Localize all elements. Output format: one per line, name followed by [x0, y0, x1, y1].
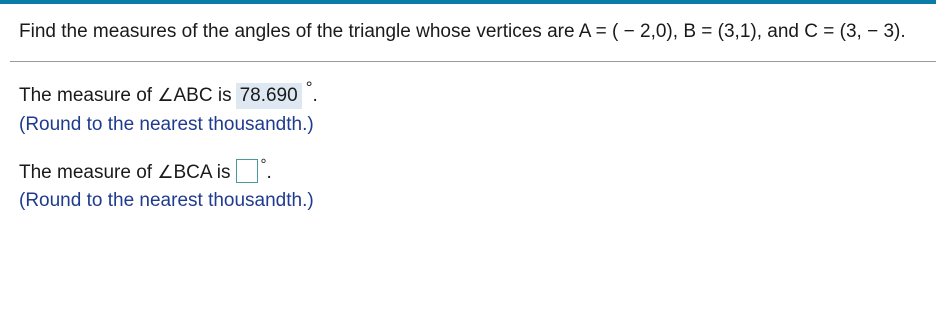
part2-statement [19, 156, 272, 187]
part1-statement [19, 78, 318, 109]
part2-answer-input[interactable] [236, 159, 258, 183]
part1-hint: (Round to the nearest thousandth.) [19, 114, 314, 135]
part1-period: . [312, 85, 318, 106]
part1-answer-field[interactable]: 78.690 [236, 83, 302, 109]
angle-icon: ∠ [157, 162, 174, 183]
divider [10, 61, 936, 62]
part2-is: is [211, 162, 231, 183]
degree-symbol: ° [260, 156, 267, 173]
part2-angle-name: BCA [173, 162, 212, 183]
part2-period: . [266, 162, 272, 183]
part1-prefix: The measure of [19, 85, 158, 106]
part2-hint: (Round to the nearest thousandth.) [19, 190, 314, 211]
part1-is: is [212, 85, 232, 106]
question-text: Find the measures of the angles of the triangle whose vertices are A = ( − 2,0), B = (3,1), and C = (3, − 3). [19, 21, 906, 42]
degree-symbol: ° [305, 78, 313, 97]
part1-angle-name: ABC [173, 85, 213, 106]
part2-prefix: The measure of [19, 162, 158, 183]
top-accent-bar [0, 0, 936, 4]
angle-icon: ∠ [157, 85, 174, 106]
